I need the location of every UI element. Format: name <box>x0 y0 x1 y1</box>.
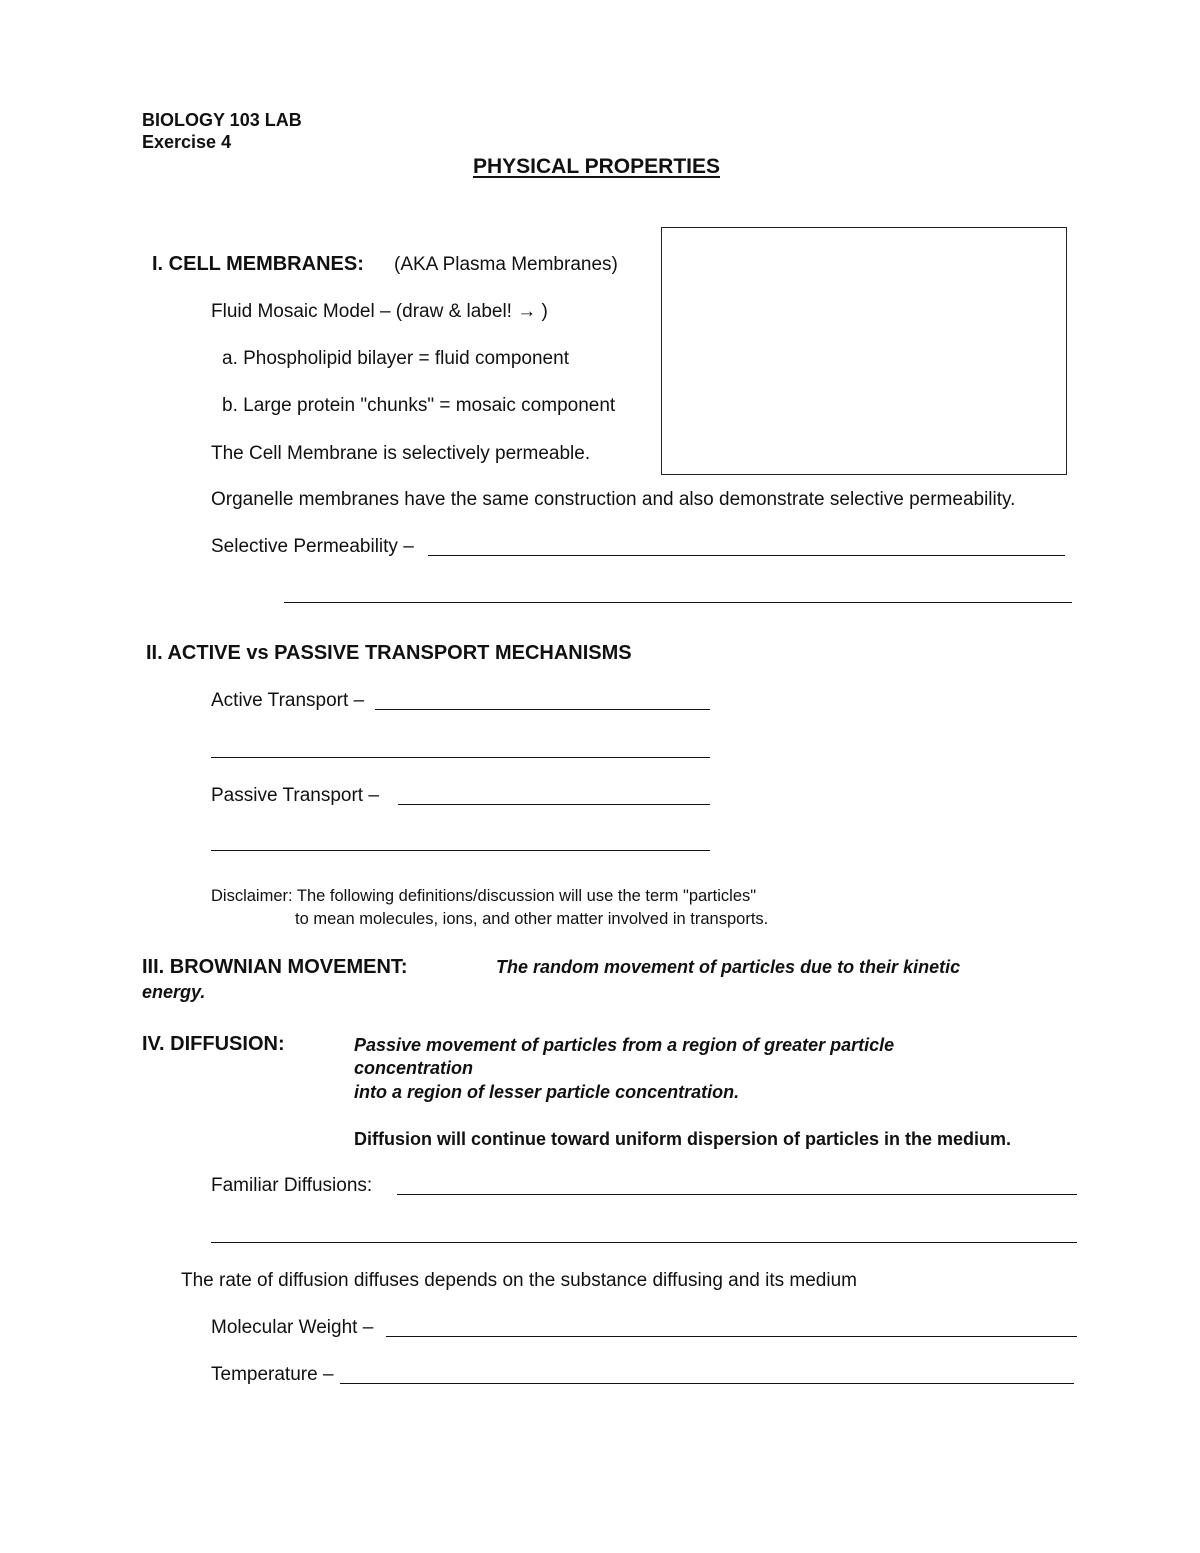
section-1-heading: I. CELL MEMBRANES: <box>152 253 364 275</box>
selective-permeability-label: Selective Permeability – <box>211 536 414 557</box>
exercise-number: Exercise 4 <box>142 132 232 152</box>
molecular-weight-answer-line[interactable] <box>386 1336 1077 1337</box>
course-title: BIOLOGY 103 LAB <box>142 110 302 130</box>
selective-permeability-answer-line-2[interactable] <box>284 602 1072 603</box>
diffusion-definition-line-1: Passive movement of particles from a region of greater particle <box>354 1035 895 1055</box>
diffusion-definition-line-3: into a region of lesser particle concentration. <box>354 1082 740 1102</box>
phospholipid-item: a. Phospholipid bilayer = fluid component <box>222 348 569 369</box>
molecular-weight-label: Molecular Weight – <box>211 1317 374 1338</box>
rate-of-diffusion-text: The rate of diffusion diffuses depends on the substance diffusing and its medium <box>181 1270 857 1291</box>
disclaimer-line-1: Disclaimer: The following definitions/discussion will use the term "particles" <box>211 887 757 905</box>
familiar-diffusions-label: Familiar Diffusions: <box>211 1175 373 1196</box>
section-1-heading-note: (AKA Plasma Membranes) <box>394 254 618 275</box>
active-transport-answer-line-1[interactable] <box>375 709 710 710</box>
familiar-diffusions-answer-line-1[interactable] <box>397 1194 1077 1195</box>
brownian-definition-line-1: The random movement of particles due to their kinetic <box>496 957 961 977</box>
passive-transport-label: Passive Transport – <box>211 785 379 806</box>
selectively-permeable-text: The Cell Membrane is selectively permeable. <box>211 443 591 464</box>
temperature-answer-line[interactable] <box>340 1383 1074 1384</box>
temperature-label: Temperature – <box>211 1364 334 1385</box>
active-transport-label: Active Transport – <box>211 690 365 711</box>
fluid-mosaic-model-text: Fluid Mosaic Model – (draw & label! → ) <box>211 301 548 322</box>
organelle-membranes-text: Organelle membranes have the same construction and also demonstrate selective permeability. <box>211 489 1016 510</box>
section-2-heading: II. ACTIVE vs PASSIVE TRANSPORT MECHANISMS <box>146 642 632 664</box>
diffusion-definition-line-2: concentration <box>354 1058 474 1078</box>
disclaimer-line-2: to mean molecules, ions, and other matter involved in transports. <box>295 910 769 928</box>
uniform-dispersion-text: Diffusion will continue toward uniform dispersion of particles in the medium. <box>354 1129 1012 1149</box>
selective-permeability-answer-line-1[interactable] <box>428 555 1065 556</box>
passive-transport-answer-line-1[interactable] <box>398 804 710 805</box>
section-4-heading: IV. DIFFUSION: <box>142 1033 285 1055</box>
protein-item: b. Large protein "chunks" = mosaic component <box>222 395 616 416</box>
section-3-heading: III. BROWNIAN MOVEMENT: <box>142 956 408 978</box>
familiar-diffusions-answer-line-2[interactable] <box>211 1242 1077 1243</box>
brownian-definition-line-2: energy. <box>142 982 206 1002</box>
drawing-box[interactable] <box>661 227 1067 475</box>
passive-transport-answer-line-2[interactable] <box>211 850 710 851</box>
page-title: PHYSICAL PROPERTIES <box>473 155 720 178</box>
active-transport-answer-line-2[interactable] <box>211 757 710 758</box>
